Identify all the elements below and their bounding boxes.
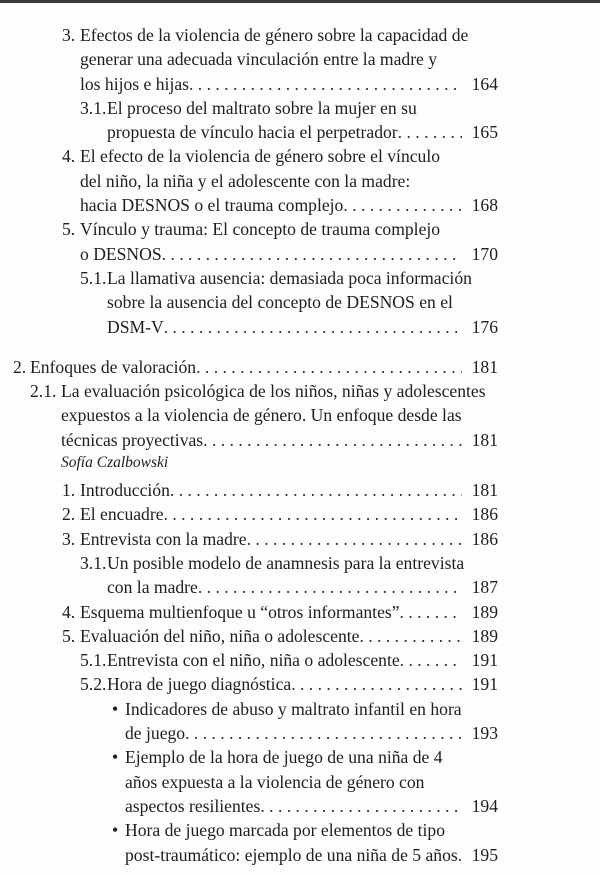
- dot-leader: [170, 478, 462, 502]
- dot-leader: [400, 648, 462, 672]
- bullet-icon: •: [112, 820, 119, 841]
- entry-title-line: Efectos de la violencia de género sobre la capacidad de: [80, 25, 469, 45]
- entry-number: 5.: [62, 219, 76, 240]
- entry-title-line: de juego: [125, 723, 186, 744]
- page-number: 191: [471, 674, 498, 695]
- dot-leader: [189, 72, 462, 96]
- entry-title-line: propuesta de vínculo hacia el perpetrador: [107, 122, 398, 143]
- entry-title-line: Evaluación del niño, niña o adolescente: [80, 625, 360, 646]
- page-number: 194: [471, 795, 498, 816]
- entry-title-line: expuestos a la violencia de género. Un enfoque desde las: [61, 405, 462, 426]
- toc-entry[interactable]: [0, 266, 600, 339]
- toc-entry[interactable]: [0, 502, 600, 526]
- entry-title-line: El proceso del maltrato sobre la mujer en su: [107, 97, 417, 118]
- chapter-author: Sofía Czalbowski: [61, 454, 169, 472]
- toc-entry[interactable]: [0, 697, 600, 746]
- toc-entry[interactable]: [0, 551, 600, 600]
- entry-number: 5.1.: [80, 267, 107, 288]
- toc-entry[interactable]: [0, 745, 600, 818]
- entry-title-line: años expuesta a la violencia de género con: [125, 771, 425, 792]
- entry-title-line: DSM-V: [107, 316, 164, 337]
- toc-entry[interactable]: [0, 648, 600, 672]
- page-number: 186: [471, 504, 498, 525]
- dot-leader: [260, 794, 462, 818]
- page-number: 181: [471, 356, 498, 377]
- entry-number: 2.1.: [30, 381, 57, 402]
- entry-title-line: sobre la ausencia del concepto de DESNOS en el: [107, 292, 453, 313]
- page-number: 168: [471, 195, 498, 216]
- dot-leader: [196, 355, 462, 379]
- page-number: 186: [471, 528, 498, 549]
- page-number: 191: [471, 650, 498, 671]
- entry-title-line: La evaluación psicológica de los niños, niñas y adolescentes: [61, 381, 486, 402]
- entry-title-line: Enfoques de valoración: [30, 356, 197, 377]
- entry-title-line: post-traumático: ejemplo de una niña de 5 años: [125, 844, 458, 865]
- bullet-icon: •: [112, 747, 119, 768]
- entry-title-line: Hora de juego marcada por elementos de tipo: [125, 820, 445, 841]
- entry-title-line: Indicadores de abuso y maltrato infantil en hora: [125, 698, 462, 719]
- toc-entry[interactable]: [0, 478, 600, 502]
- dot-leader: [400, 600, 462, 624]
- toc-entry[interactable]: [0, 818, 600, 867]
- entry-title-line: Ejemplo de la hora de juego de una niña de 4: [125, 747, 443, 768]
- entry-title-line: La llamativa ausencia: demasiada poca información: [107, 267, 472, 288]
- dot-leader: [458, 843, 462, 867]
- page-number: 181: [471, 429, 498, 450]
- entry-number: 3.1.: [80, 552, 107, 573]
- entry-title-line: Esquema multienfoque u “otros informantes”: [80, 601, 400, 622]
- page-number: 187: [471, 577, 498, 598]
- entry-title-line: El efecto de la violencia de género sobre el vínculo: [80, 146, 441, 167]
- table-of-contents: [0, 23, 600, 867]
- toc-entry[interactable]: [0, 600, 600, 624]
- entry-title-line: generar una adecuada vinculación entre la madre y: [80, 49, 438, 70]
- toc-entry[interactable]: [0, 379, 600, 452]
- toc-entry[interactable]: [0, 527, 600, 551]
- entry-number: 1.: [62, 480, 76, 501]
- entry-number: 4.: [62, 601, 76, 622]
- dot-leader: [162, 242, 462, 266]
- entry-number: 2.: [13, 356, 27, 377]
- toc-entry[interactable]: [0, 355, 600, 379]
- dot-leader: [185, 721, 462, 745]
- entry-number: 4.: [62, 146, 76, 167]
- dot-leader: [247, 527, 462, 551]
- bullet-icon: •: [112, 698, 119, 719]
- entry-number: 3.1.: [80, 97, 107, 118]
- dot-leader: [203, 428, 462, 452]
- entry-title-line: Hora de juego diagnóstica: [107, 674, 292, 695]
- page-number: 164: [471, 73, 498, 94]
- entry-title-line: del niño, la niña y el adolescente con la madre:: [80, 170, 411, 191]
- entry-title-line: Vínculo y trauma: El concepto de trauma complejo: [80, 219, 441, 240]
- entry-title-line: Un posible modelo de anamnesis para la entrevista: [107, 552, 465, 573]
- dot-leader: [164, 502, 462, 526]
- dot-leader: [198, 575, 462, 599]
- entry-title-line: o DESNOS: [80, 243, 162, 264]
- page-number: 193: [471, 723, 498, 744]
- entry-number: 5.: [62, 625, 76, 646]
- dot-leader: [164, 315, 462, 339]
- entry-title-line: El encuadre: [80, 504, 164, 525]
- page-number: 176: [471, 316, 498, 337]
- entry-number: 2.: [62, 504, 76, 525]
- dot-leader: [398, 120, 462, 144]
- dot-leader: [343, 193, 462, 217]
- toc-entry[interactable]: [0, 144, 600, 217]
- section-gap: [0, 339, 600, 355]
- entry-number: 3.: [62, 25, 76, 45]
- entry-title-line: Entrevista con el niño, niña o adolescente: [107, 650, 400, 671]
- page-top-edge: [0, 0, 600, 3]
- page-number: 189: [471, 625, 498, 646]
- dot-leader: [291, 672, 462, 696]
- page-number: 181: [471, 480, 498, 501]
- page-number: 195: [471, 844, 498, 865]
- toc-entry[interactable]: [0, 672, 600, 696]
- entry-title-line: Entrevista con la madre: [80, 528, 247, 549]
- entry-title-line: Introducción: [80, 480, 170, 501]
- page-number: 189: [471, 601, 498, 622]
- entry-number: 5.2.: [80, 674, 107, 695]
- dot-leader: [359, 624, 462, 648]
- page-number: 165: [471, 122, 498, 143]
- entry-title-line: hacia DESNOS o el trauma complejo: [80, 195, 344, 216]
- entry-title-line: aspectos resilientes: [125, 795, 261, 816]
- entry-title-line: con la madre: [107, 577, 198, 598]
- toc-entry[interactable]: [0, 23, 600, 96]
- toc-entry[interactable]: [0, 96, 600, 145]
- toc-entry[interactable]: [0, 217, 600, 266]
- entry-number: 5.1.: [80, 650, 107, 671]
- entry-title-line: los hijos e hijas: [80, 73, 189, 94]
- toc-entry[interactable]: [0, 624, 600, 648]
- entry-number: 3.: [62, 528, 76, 549]
- entry-title-line: técnicas proyectivas: [61, 429, 204, 450]
- page-number: 170: [471, 243, 498, 264]
